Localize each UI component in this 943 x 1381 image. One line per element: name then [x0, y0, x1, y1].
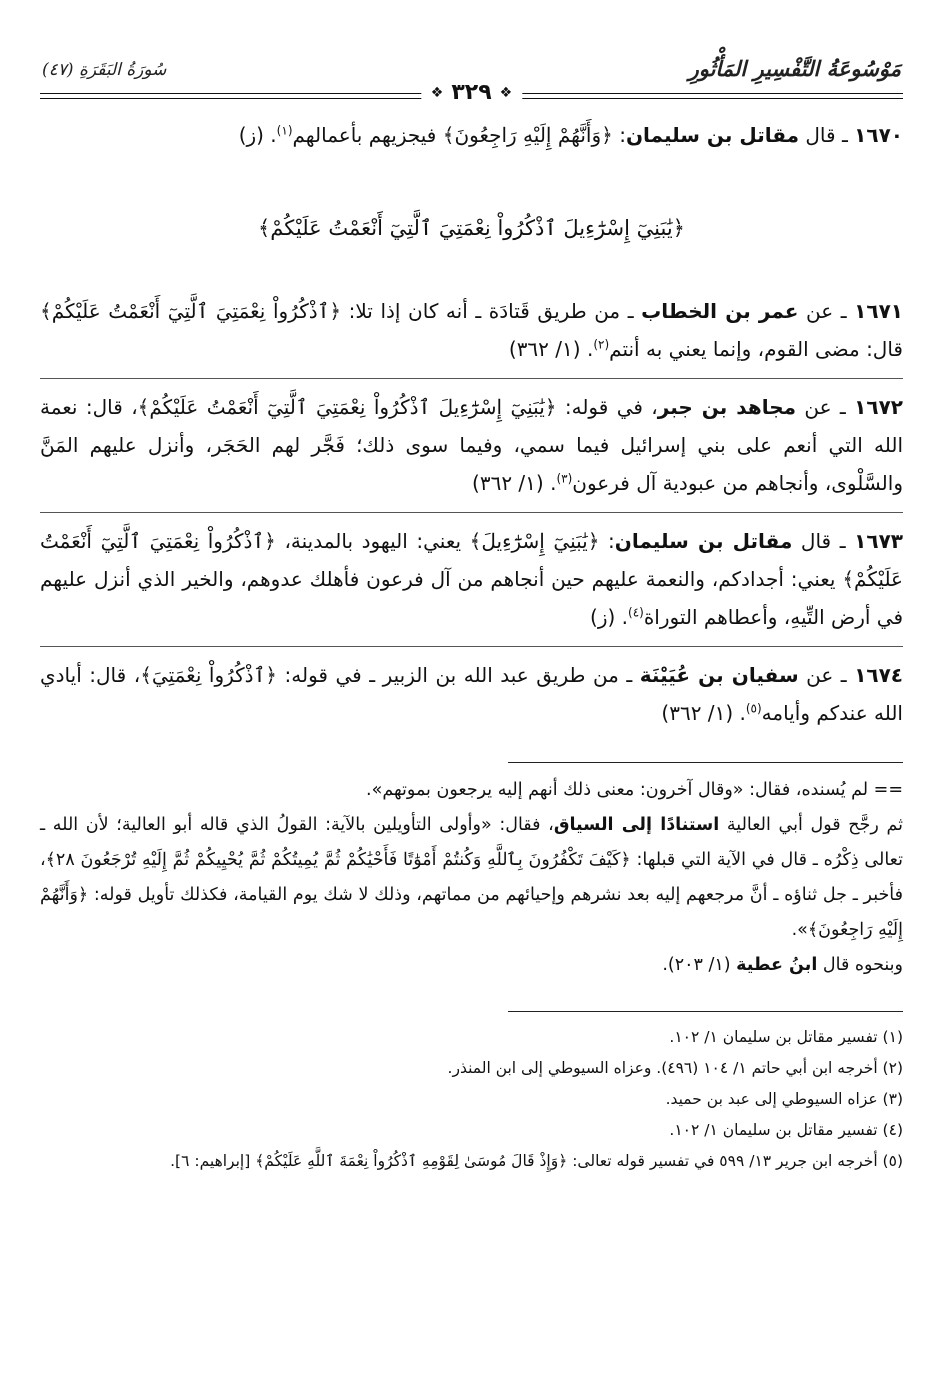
footnote: (٢) أخرجه ابن أبي حاتم ١/ ١٠٤ (٤٩٦). وعزاه السيوطي إلى ابن المنذر.	[447, 1059, 903, 1077]
footnote: (٤) تفسير مقاتل بن سليمان ١/ ١٠٢.	[669, 1121, 903, 1139]
quran-quote: ﴿يَٰبَنِيٓ إِسْرَٰٓءِيلَ﴾	[469, 529, 600, 553]
notes-rule	[508, 762, 903, 763]
entry-text: ـ من طريق قَتادَة ـ أنه كان إذا تلا:	[341, 299, 642, 323]
entry-author: مقاتل بن سليمان	[614, 529, 793, 553]
note-paragraph	[40, 808, 903, 948]
quran-quote: ﴿وَأَنَّهُمْ إِلَيْهِ رَاجِعُونَ﴾	[40, 885, 903, 940]
ornament-icon: ❖	[499, 84, 513, 101]
entry-author: سفيان بن عُيَيْنَة	[639, 663, 799, 687]
entry-1670	[40, 116, 903, 154]
entry-text: ـ عن	[798, 663, 855, 687]
entry-source: . (١/ ٣٦٢)	[661, 701, 746, 725]
note-paragraph: == لم يُسنده، فقال: «وقال آخرون: معنى ذلك أنهم إليه يرجعون بموتهم».	[366, 780, 903, 800]
ayah-heading: ﴿يَٰبَنِيٓ إِسْرَٰٓءِيلَ ٱذْكُرُواْ نِعْمَتِيَ ٱلَّتِيٓ أَنْعَمْتُ عَلَيْكُمْ﴾	[257, 216, 685, 240]
note-paragraph	[40, 948, 903, 983]
book-page	[40, 30, 903, 1360]
entry-text: فيجزيهم بأعمالهم	[292, 123, 443, 147]
entry-author: عمر بن الخطاب	[641, 299, 799, 323]
note-text: ».	[791, 920, 808, 940]
note-text: ، فأخبر ـ جل ثناؤه ـ أنَّ مرجعهم إليه بعد نشرهم وإحيائهم من مماتهم، وذلك لا شك يوم القيامة، فكذلك تأويل قوله:	[40, 850, 903, 905]
quran-quote: ﴿وَأَنَّهُمْ إِلَيْهِ رَاجِعُونَ﴾	[442, 123, 613, 147]
note-emphasis: استنادًا إلى السياق	[553, 815, 720, 835]
note-emphasis: ابنُ عطية	[736, 955, 818, 975]
entry-author: مجاهد بن جبر	[657, 395, 796, 419]
page-number-group	[421, 80, 522, 105]
entry-source: . (١/ ٣٦٢)	[508, 337, 594, 361]
entry-text: ـ عن	[796, 395, 855, 419]
editorial-notes	[40, 773, 903, 983]
entry-text: ـ عن	[798, 299, 855, 323]
entry-text: يعني: أجدادكم، والنعمة عليهم حين أنجاهم من آل فرعون فأهلك عدوهم، والخير الذي أنزل عليهم في أرض التِّيهِ، وأعطاهم التوراة	[40, 567, 903, 629]
entry-1673	[40, 522, 903, 636]
entry-number: ١٦٧٢	[854, 395, 903, 419]
note-text: ، فقال: «وأولى التأويلين بالآية: القولُ الذي قاله أبو العالية؛ لأن الله ـ تعالى ذِكْرُه ـ قال في الآية التي قبلها:	[40, 815, 903, 870]
note-text: وبنحوه قال	[817, 955, 903, 975]
entry-number: ١٦٧٤	[854, 663, 904, 687]
entry-text: قال: مضى القوم، وإنما يعني به أنتم	[609, 337, 903, 361]
entry-source: . (ز)	[590, 605, 628, 629]
footnote: (٥) أخرجه ابن جرير ١٣/ ٥٩٩ في تفسير قوله تعالى: ﴿وَإِذْ قَالَ مُوسَىٰ لِقَوْمِهِ ٱذْكُرُواْ نِعْمَةَ ٱللَّهِ عَلَيْكُمْ﴾ [إبراهيم: ٦].	[170, 1152, 903, 1170]
quran-quote: ﴿ٱذْكُرُواْ نِعْمَتِيَ ٱلَّتِيٓ أَنْعَمْتُ عَلَيْكُمْ﴾	[40, 299, 342, 323]
entry-1674	[40, 656, 903, 732]
footnote-ref[interactable]: (٤)	[628, 605, 644, 620]
entry-number: ١٦٧٠	[854, 123, 903, 147]
entry-number: ١٦٧١	[854, 299, 903, 323]
entry-1672	[40, 388, 903, 502]
quran-quote: ﴿كَيْفَ تَكْفُرُونَ بِٱللَّهِ وَكُنتُمْ أَمْوَٰتًا فَأَحْيَٰكُمْ ثُمَّ يُمِيتُكُمْ ثُمَّ يُحْيِيكُمْ ثُمَّ إِلَيْهِ تُرْجَعُونَ ٢٨﴾	[45, 850, 631, 870]
footnote-ref[interactable]: (٣)	[556, 471, 573, 486]
note-text: (١/ ٢٠٣).	[662, 955, 737, 975]
entry-number: ١٦٧٣	[854, 529, 903, 553]
footnote-ref[interactable]: (٥)	[745, 701, 762, 716]
footnote-ref[interactable]: (١)	[276, 123, 293, 138]
page-number: ٣٢٩	[451, 80, 492, 105]
quran-quote: ﴿يَٰبَنِيٓ إِسْرَٰٓءِيلَ ٱذْكُرُواْ نِعْمَتِيَ ٱلَّتِيٓ أَنْعَمْتُ عَلَيْكُمْ﴾	[137, 395, 557, 419]
entry-text: ـ من طريق عبد الله بن الزبير ـ في قوله:	[277, 663, 640, 687]
entry-text: ـ قال	[792, 529, 855, 553]
quran-quote: ﴿ٱذْكُرُواْ نِعْمَتِيَ ٱلَّتِيٓ أَنْعَمْتُ عَلَيْكُمْ﴾	[40, 529, 903, 591]
ornament-icon: ❖	[430, 84, 444, 101]
book-title: مَوْسُوعَةُ التَّفْسِيرِ المَأْثُورِ	[688, 56, 901, 81]
entry-text: :	[612, 123, 626, 147]
footnotes	[40, 1022, 903, 1177]
entry-source: . (١/ ٣٦٢)	[472, 471, 557, 495]
entry-separator	[40, 378, 903, 380]
entry-author: مقاتل بن سليمان	[625, 123, 800, 147]
running-header	[40, 30, 903, 108]
footnote-ref[interactable]: (٢)	[593, 337, 610, 352]
entry-source: . (ز)	[238, 123, 277, 147]
note-text: ثم رجَّح قول أبي العالية	[719, 815, 903, 835]
entry-text: ، في قوله:	[556, 395, 658, 419]
surah-label: سُورَةُ البَقَرَةِ (٤٧)	[42, 60, 167, 80]
entry-separator	[40, 646, 903, 648]
entry-1671	[40, 292, 903, 368]
entry-text: ـ قال	[799, 123, 855, 147]
footnote: (١) تفسير مقاتل بن سليمان ١/ ١٠٢.	[669, 1028, 903, 1046]
footnote: (٣) عزاه السيوطي إلى عبد بن حميد.	[665, 1090, 903, 1108]
entry-text: ، قال: أيادي الله عندكم وأيامه	[40, 663, 903, 725]
quran-quote: ﴿ٱذْكُرُواْ نِعْمَتِيَ﴾	[140, 663, 278, 687]
entry-text: يعني: اليهود بالمدينة،	[275, 529, 470, 553]
entry-text: :	[599, 529, 615, 553]
footnotes-rule	[508, 1011, 903, 1012]
entry-separator	[40, 512, 903, 514]
entry-text: ، قال: نعمة الله التي أنعم على بني إسرائيل فيما سمي، وفيما سوى ذلك؛ فَجَّر لهم الحَجَر، وأنزل عليهم المَنَّ والسَّلْوى، وأنجاهم من عبودية آل فرعون	[40, 395, 903, 495]
